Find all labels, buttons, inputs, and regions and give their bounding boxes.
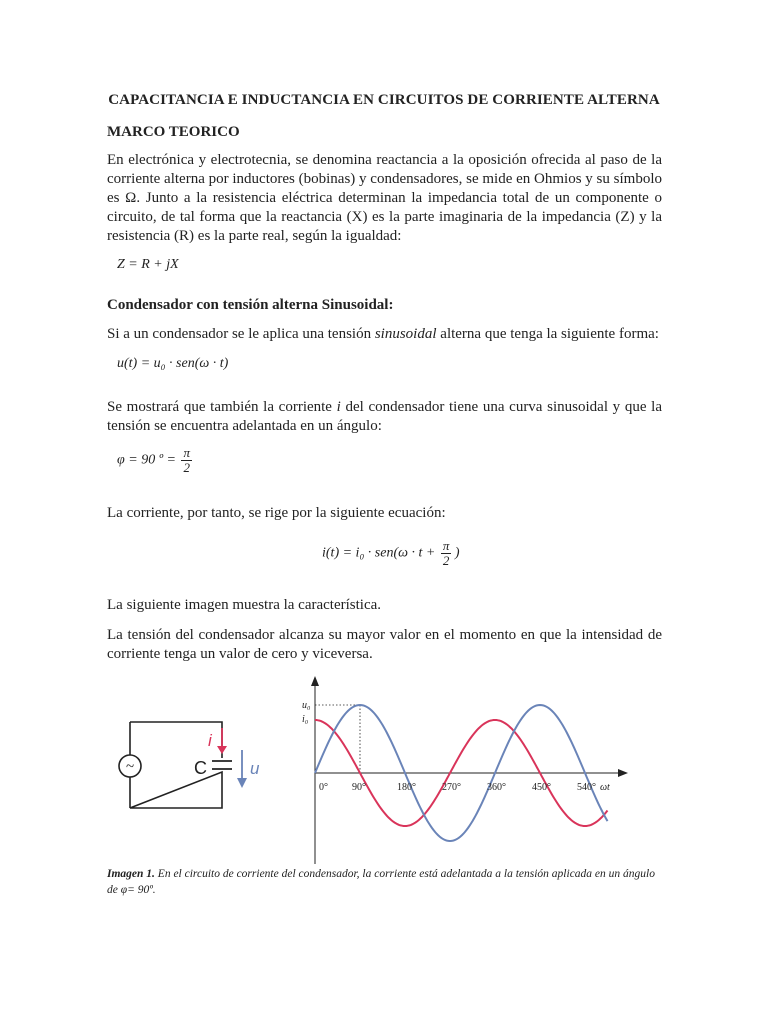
formula-current-right: ) xyxy=(454,545,460,561)
paragraph-text: del condensador tiene una curva sinusoidal y que la tensión se encuentra adelantada en un ángulo: xyxy=(107,399,662,434)
paragraph-tension-sinusoidal xyxy=(107,325,662,344)
fraction-pi-over-2 xyxy=(441,539,452,568)
x-tick-label: 0° xyxy=(319,782,328,793)
paragraph-corriente-adelantada xyxy=(107,398,662,436)
current-label: i xyxy=(208,731,212,750)
paragraph-text: Se mostrará que también la corriente xyxy=(107,399,337,415)
page-title: CAPACITANCIA E INDUCTANCIA EN CIRCUITOS DE CORRIENTE ALTERNA xyxy=(108,92,660,108)
caption-label: Imagen 1. xyxy=(107,868,155,880)
voltage-label: u xyxy=(250,759,260,778)
current-arrow-head-icon xyxy=(217,746,227,754)
x-tick-label: 540° xyxy=(577,782,596,793)
section-heading-marco-teorico: MARCO TEORICO xyxy=(107,124,240,140)
x-tick-label: 90° xyxy=(352,782,366,793)
capacitor-label: C xyxy=(194,758,207,778)
fraction-denominator: 2 xyxy=(442,553,450,568)
paragraph-reactancia: En electrónica y electrotecnia, se denomina reactancia a la oposición ofrecida al paso de la corriente alterna por inductores (bobinas) y condensadores, se mide en Ohmios y su símbolo es Ω. Junto a la resistencia eléctrica determinan la impedancia total de un componente o circuito, de tal forma que la reactancia (X) es la parte imaginaria de la impedancia (Z) y la resistencia (R) es la parte real, según la igualdad: xyxy=(107,152,662,244)
section-heading-condensador: Condensador con tensión alterna Sinusoidal: xyxy=(107,297,394,313)
formula-impedance: Z = R + jX xyxy=(117,257,179,272)
fraction-denominator: 2 xyxy=(183,460,190,475)
fraction-numerator: π xyxy=(442,538,450,553)
paragraph-tension-maxima: La tensión del condensador alcanza su mayor valor en el momento en que la intensidad de corriente tenga un valor de cero y viceversa. xyxy=(107,627,662,662)
formula-voltage: u(t) = u₀ · sen(ω · t) xyxy=(117,356,229,371)
formula-current-left: i(t) = i₀ · sen(ω · t + xyxy=(322,545,436,561)
fraction-numerator: π xyxy=(183,445,190,460)
paragraph-ecuacion: La corriente, por tanto, se rige por la siguiente ecuación: xyxy=(107,505,446,521)
y-label-u0: u₀ xyxy=(302,700,311,711)
formula-angle-left: φ = 90 º = xyxy=(117,452,176,468)
paragraph-imagen: La siguiente imagen muestra la característica. xyxy=(107,597,382,613)
formula-angle xyxy=(117,446,192,475)
voltage-current-chart xyxy=(290,672,640,867)
paragraph-emphasis: sinusoidal xyxy=(374,326,437,342)
caption-text: En el circuito de corriente del condensador, la corriente está adelantada a la tensión aplicada en un ángulo de φ= 90º. xyxy=(107,868,655,896)
y-axis-arrow-icon xyxy=(311,676,319,686)
x-tick-label: 270° xyxy=(442,782,461,793)
paragraph-text: Si a un condensador se le aplica una tensión xyxy=(107,326,375,342)
x-tick-label: 450° xyxy=(532,782,551,793)
x-axis-label: ωt xyxy=(600,782,610,793)
x-tick-label: 360° xyxy=(487,782,506,793)
y-label-i0: i₀ xyxy=(302,714,309,725)
ac-source-symbol: ~ xyxy=(125,759,135,775)
paragraph-emphasis: i xyxy=(336,399,341,415)
x-tick-label: 180° xyxy=(397,782,416,793)
figure-caption xyxy=(107,866,667,898)
x-tick-labels xyxy=(319,782,596,793)
capacitor-circuit-diagram xyxy=(100,710,270,820)
formula-current xyxy=(322,539,460,568)
fraction-pi-over-2 xyxy=(181,446,192,475)
paragraph-text: alterna que tenga la siguiente forma: xyxy=(436,326,659,342)
x-axis-arrow-icon xyxy=(618,769,628,777)
voltage-arrow-head-icon xyxy=(237,778,247,788)
